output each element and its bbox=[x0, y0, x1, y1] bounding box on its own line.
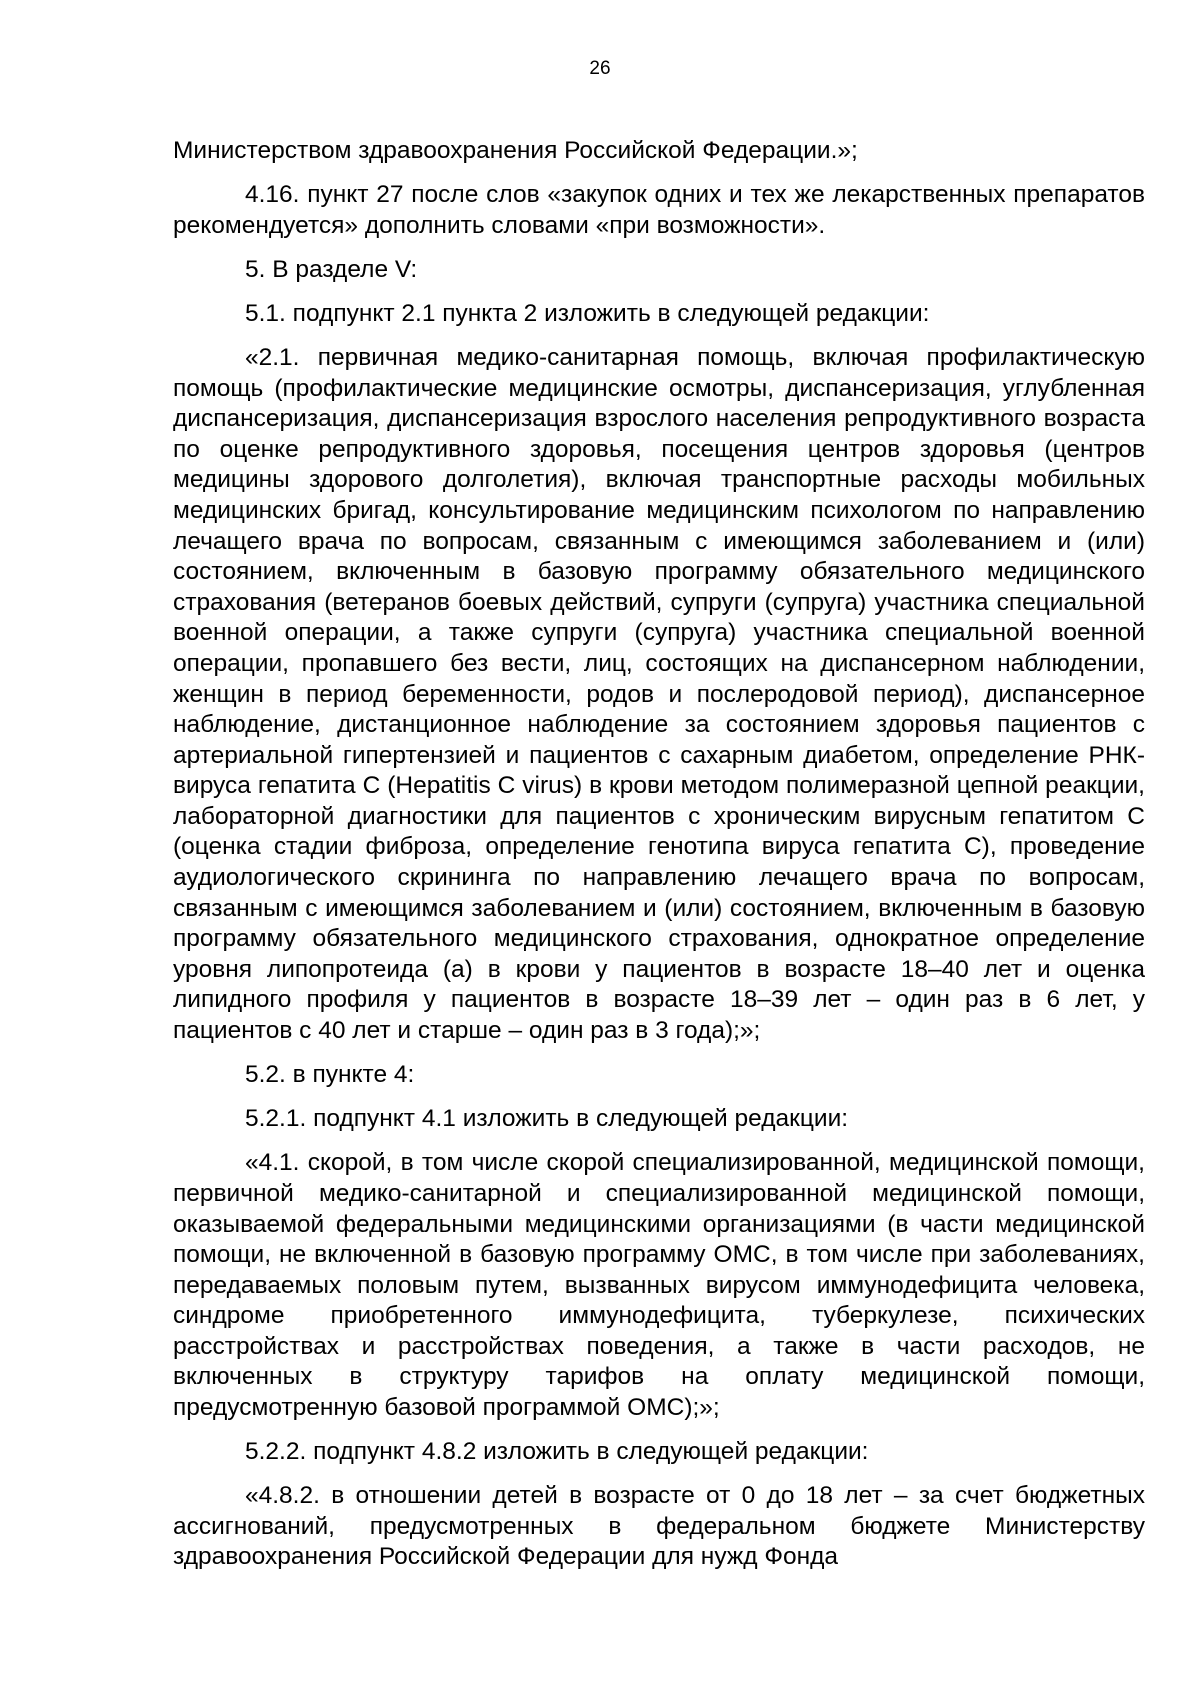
paragraph-4-8-2-text: «4.8.2. в отношении детей в возрасте от 0 до 18 лет – за счет бюджетных ассигнований, предусмотренных в федеральном бюджете Министерству здравоохранения Российской Федерации для нужд Фонда bbox=[173, 1482, 1145, 1571]
paragraph-5-2-2: 5.2.2. подпункт 4.8.2 изложить в следующей редакции: bbox=[245, 1438, 869, 1466]
page-number: 26 bbox=[589, 58, 611, 79]
paragraph-4-1-text: «4.1. скорой, в том числе скорой специализированной, медицинской помощи, первичной медико-санитарной и специализированной медицинской помощи, оказываемой федеральными медицинскими организациями (в части медицинской помощи, не включенной в базовую программу ОМС, в том числе при заболеваниях, передаваемых половым путем, вызванных вирусом иммунодефицита человека, синдроме приобретенного иммунодефицита, туберкулезе, психических расстройствах и расстройствах поведения, а также в части расходов, не включенных в структуру тарифов на оплату медицинской помощи, предусмотренную базовой программой ОМС);»; bbox=[173, 1149, 1145, 1422]
paragraph-2-1-text: «2.1. первичная медико-санитарная помощь, включая профилактическую помощь (профилактические медицинские осмотры, диспансеризация, углубленная диспансеризация, диспансеризация взрослого населения репродуктивного возраста по оценке репродуктивного здоровья, посещения центров здоровья (центров медицины здорового долголетия), включая транспортные расходы мобильных медицинских бригад, консультирование медицинским психологом по направлению лечащего врача по вопросам, связанным с имеющимся заболеванием и (или) состоянием, включенным в базовую программу обязательного медицинского страхования (ветеранов боевых действий, супруги (супруга) участника специальной военной операции, а также супруги (супруга) участника специальной военной операции, пропавшего без вести, лиц, состоящих на диспансерном наблюдении, женщин в период беременности, родов и послеродовой период), диспансерное наблюдение, дистанционное наблюдение за состоянием здоровья пациентов с артериальной гипертензией и пациентов с сахарным диабетом, определение РНК-вируса гепатита С (Hepatitis C virus) в крови методом полимеразной цепной реакции, лабораторной диагностики для пациентов с хроническим вирусным гепатитом С (оценка стадии фиброза, определение генотипа вируса гепатита С), проведение аудиологического скрининга по направлению лечащего врача по вопросам, связанным с имеющимся заболеванием и (или) состоянием, включенным в базовую программу обязательного медицинского страхования, однократное определение уровня липопротеида (а) в крови у пациентов в возрасте 18–40 лет и оценка липидного профиля у пациентов в возрасте 18–39 лет – один раз в 6 лет, у пациентов с 40 лет и старше – один раз в 3 года);»; bbox=[173, 343, 1145, 1045]
paragraph-4-16: 4.16. пункт 27 после слов «закупок одних и тех же лекарственных препаратов рекомендуется» дополнить словами «при возможности». bbox=[173, 181, 1145, 239]
paragraph-5-2-1: 5.2.1. подпункт 4.1 изложить в следующей редакции: bbox=[245, 1105, 849, 1133]
document-body bbox=[173, 136, 1145, 1587]
paragraph-section-5: 5. В разделе V: bbox=[245, 255, 418, 283]
paragraph-5-2: 5.2. в пункте 4: bbox=[245, 1061, 415, 1089]
paragraph-5-1: 5.1. подпункт 2.1 пункта 2 изложить в следующей редакции: bbox=[245, 299, 930, 327]
paragraph-continuation: Министерством здравоохранения Российской Федерации.»; bbox=[173, 137, 858, 164]
